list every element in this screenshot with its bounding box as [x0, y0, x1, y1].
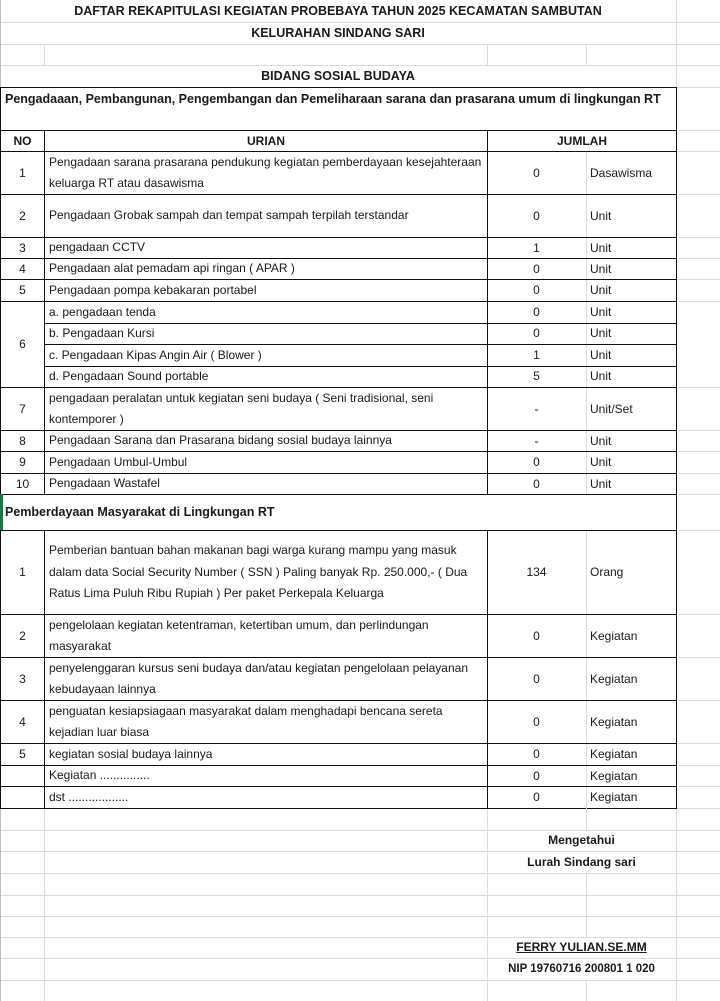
row-quantity: 0 [533, 208, 540, 223]
row-unit: Kegiatan [590, 671, 638, 686]
quantity-unit-divider [586, 152, 587, 195]
row-number: 3 [0, 237, 45, 259]
row-description: penyelenggaran kursus seni budaya dan/atau kegiatan pengelolaan pelayanan kebudayaan lainnya [44, 657, 488, 701]
signature-acknowledge: Mengetahui [548, 833, 615, 847]
row-number: 9 [0, 451, 45, 474]
row-number: 4 [0, 700, 45, 744]
row-number: 7 [0, 387, 45, 431]
row-quantity: 0 [533, 455, 540, 469]
row-quantity: - [534, 433, 539, 448]
row-number: 8 [0, 430, 45, 452]
row-quantity: 0 [533, 304, 540, 319]
row-description: pengadaan CCTV [44, 237, 488, 259]
row-description: Pengadaan Grobak sampah dan tempat sampah terpilah terstandar [44, 194, 488, 238]
row-number: 5 [0, 279, 45, 302]
row-description: Pengadaan Sarana dan Prasarana bidang sosial budaya lainnya [44, 430, 488, 452]
row-description: c. Pengadaan Kipas Angin Air ( Blower ) [44, 344, 488, 367]
signature-position: Lurah Sindang sari [527, 854, 636, 869]
quantity-unit-divider [586, 474, 587, 495]
section1-title: Pengadaaan, Pembangunan, Pengembangan dan Pemeliharaan sarana dan prasarana umum di lingkungan RT [0, 87, 677, 131]
row-description: Pengadaan sarana prasarana pendukung kegiatan pemberdayaan kesejahteraan keluarga RT atau dasawisma [44, 151, 488, 195]
row-quantity: - [534, 401, 539, 416]
row-number: 6 [0, 301, 45, 388]
row-unit: Kegiatan [590, 628, 638, 643]
quantity-unit-divider [586, 431, 587, 452]
row-description: pengelolaan kegiatan ketentraman, ketertiban umum, dan perlindungan masyarakat [44, 614, 488, 658]
row-description: kegiatan sosial budaya lainnya [44, 743, 488, 766]
row-number [0, 786, 45, 809]
quantity-unit-divider [586, 324, 587, 346]
row-description: Pengadaan alat pemadam api ringan ( APAR ) [44, 258, 488, 280]
row-number: 1 [0, 530, 45, 615]
row-number: 2 [0, 194, 45, 238]
quantity-unit-divider [586, 658, 587, 701]
row-quantity: 0 [533, 283, 540, 297]
quantity-unit-divider [586, 615, 587, 658]
document-title: DAFTAR REKAPITULASI KEGIATAN PROBEBAYA TAHUN 2025 KECAMATAN SAMBUTAN [74, 3, 602, 18]
row-unit: Unit [590, 347, 612, 362]
row-unit: Kegiatan [590, 714, 638, 729]
quantity-unit-divider [586, 744, 587, 766]
row-quantity: 0 [533, 747, 540, 761]
row-number: 2 [0, 614, 45, 658]
row-selection-marker [0, 494, 3, 530]
row-description: b. Pengadaan Kursi [44, 323, 488, 346]
column-header-urian: URIAN [44, 130, 488, 152]
row-quantity: 0 [533, 671, 540, 686]
field-title: BIDANG SOSIAL BUDAYA [261, 68, 415, 83]
column-header-jumlah: JUMLAH [487, 130, 677, 152]
row-number: 4 [0, 258, 45, 280]
row-description: Pengadaan pompa kebakaran portabel [44, 279, 488, 302]
document-subtitle: KELURAHAN SINDANG SARI [251, 25, 425, 40]
quantity-unit-divider [586, 787, 587, 809]
row-quantity: 134 [526, 565, 547, 579]
row-unit: Unit [590, 326, 612, 341]
row-unit: Unit [590, 208, 612, 223]
row-number: 1 [0, 151, 45, 195]
row-description: a. pengadaan tenda [44, 301, 488, 324]
row-description: Pengadaan Umbul-Umbul [44, 451, 488, 474]
row-description: Pengadaan Wastafel [44, 473, 488, 495]
row-description: d. Pengadaan Sound portable [44, 366, 488, 389]
row-unit: Kegiatan [590, 768, 638, 783]
quantity-unit-divider [586, 259, 587, 280]
row-unit: Unit [590, 283, 612, 297]
section2-title: Pemberdayaan Masyarakat di Lingkungan RT [0, 494, 677, 531]
row-quantity: 0 [533, 261, 540, 276]
row-number: 5 [0, 743, 45, 766]
quantity-unit-divider [586, 302, 587, 324]
row-quantity: 5 [533, 369, 540, 384]
row-quantity: 1 [533, 347, 540, 362]
quantity-unit-divider [586, 280, 587, 302]
row-description: Kegiatan ............... [44, 765, 488, 787]
quantity-unit-divider [586, 195, 587, 238]
signature-nip: NIP 19760716 200801 1 020 [508, 962, 655, 975]
quantity-unit-divider [586, 701, 587, 744]
row-quantity: 0 [533, 790, 540, 804]
row-unit: Unit [590, 261, 612, 276]
quantity-unit-divider [586, 531, 587, 615]
row-unit: Kegiatan [590, 790, 638, 804]
row-unit: Unit/Set [590, 401, 633, 416]
row-description: pengadaan peralatan untuk kegiatan seni budaya ( Seni tradisional, seni kontemporer ) [44, 387, 488, 431]
row-unit: Unit [590, 476, 612, 491]
row-quantity: 0 [533, 165, 540, 180]
row-unit: Unit [590, 455, 612, 469]
row-unit: Unit [590, 240, 612, 255]
row-unit: Unit [590, 369, 612, 384]
row-quantity: 0 [533, 628, 540, 643]
row-number [0, 765, 45, 787]
quantity-unit-divider [586, 238, 587, 259]
row-quantity: 0 [533, 714, 540, 729]
row-unit: Dasawisma [590, 165, 653, 180]
row-number: 10 [0, 473, 45, 495]
row-description: Pemberian bantuan bahan makanan bagi warga kurang mampu yang masuk dalam data Social Security Number ( SSN ) Paling banyak Rp. 250.000,- ( Dua Ratus Lima Puluh Ribu Rupiah ) Per paket Perkepala Keluarga [44, 530, 488, 615]
row-unit: Unit [590, 433, 612, 448]
row-description: dst .................. [44, 786, 488, 809]
row-unit: Unit [590, 304, 612, 319]
row-unit: Orang [590, 565, 624, 579]
row-quantity: 1 [533, 240, 540, 255]
row-quantity: 0 [533, 326, 540, 341]
quantity-unit-divider [586, 766, 587, 787]
quantity-unit-divider [586, 367, 587, 389]
signature-name: FERRY YULIAN.SE.MM [516, 940, 647, 954]
quantity-unit-divider [586, 345, 587, 367]
row-quantity: 0 [533, 476, 540, 491]
quantity-unit-divider [586, 388, 587, 431]
row-description: penguatan kesiapsiagaan masyarakat dalam menghadapi bencana sereta kejadian luar biasa [44, 700, 488, 744]
row-unit: Kegiatan [590, 747, 638, 761]
row-quantity: 0 [533, 768, 540, 783]
row-number: 3 [0, 657, 45, 701]
column-header-no: NO [0, 130, 45, 152]
quantity-unit-divider [586, 452, 587, 474]
